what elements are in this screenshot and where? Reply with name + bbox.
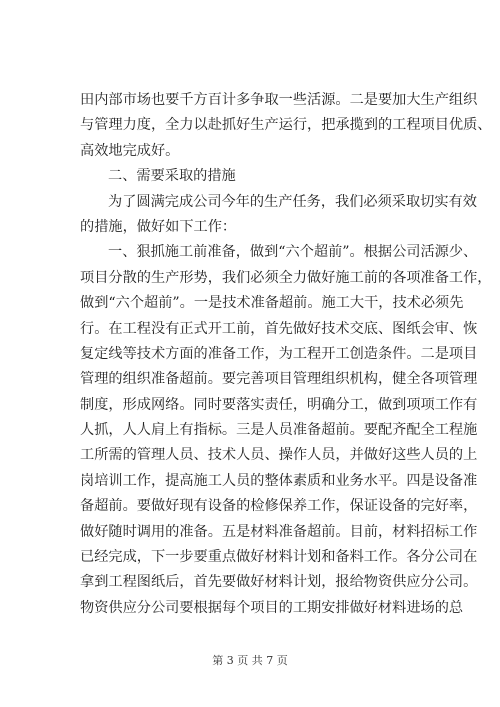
text-line: 拿到工程图纸后，首先要做好材料计划，报给物资供应分公司。	[80, 574, 478, 591]
text-line: 物资供应分公司要根据每个项目的工期安排做好材料进场的总	[80, 599, 464, 616]
section-heading: 二、需要采取的措施	[108, 168, 236, 185]
body-text	[80, 88, 492, 621]
text-line: 与管理力度，全力以赴抓好生产运行，把承揽到的工程项目优质、	[80, 117, 492, 134]
page-footer: 第 3 页 共 7 页	[212, 654, 288, 667]
text-line: 做到“六个超前”。一是技术准备超前。施工大干，技术必须先	[80, 295, 464, 312]
text-line: 人抓，人人肩上有指标。三是人员准备超前。要配齐配全工程施	[80, 422, 478, 439]
text-line: 制度，形成网络。同时要落实责任，明确分工，做到项项工作有	[80, 396, 478, 413]
text-line: 已经完成，下一步要重点做好材料计划和备料工作。各分公司在	[80, 549, 478, 566]
text-line: 的措施，做好如下工作：	[80, 218, 237, 235]
text-line: 一、狠抓施工前准备，做到“六个超前”。根据公司活源少、	[108, 244, 478, 261]
text-line: 田内部市场也要千方百计多争取一些活源。二是要加大生产组织	[80, 92, 478, 108]
text-line: 备超前。要做好现有设备的检修保养工作，保证设备的完好率，	[80, 498, 478, 515]
text-line: 复定线等技术方面的准备工作，为工程开工创造条件。二是项目	[80, 345, 478, 362]
text-line: 项目分散的生产形势，我们必须全力做好施工前的各项准备工作，	[80, 269, 492, 286]
text-line: 管理的组织准备超前。要完善项目管理组织机构，健全各项管理	[80, 371, 478, 388]
text-line: 高效地完成好。	[80, 142, 180, 159]
text-line: 行。在工程没有正式开工前，首先做好技术交底、图纸会审、恢	[80, 320, 478, 337]
text-line: 工所需的管理人员、技术人员、操作人员，并做好这些人员的上	[80, 447, 478, 464]
text-line: 做好随时调用的准备。五是材料准备超前。目前，材料招标工作	[80, 523, 478, 540]
text-line: 为了圆满完成公司今年的生产任务，我们必须采取切实有效	[108, 193, 477, 210]
text-line: 岗培训工作，提高施工人员的整体素质和业务水平。四是设备准	[80, 472, 478, 489]
